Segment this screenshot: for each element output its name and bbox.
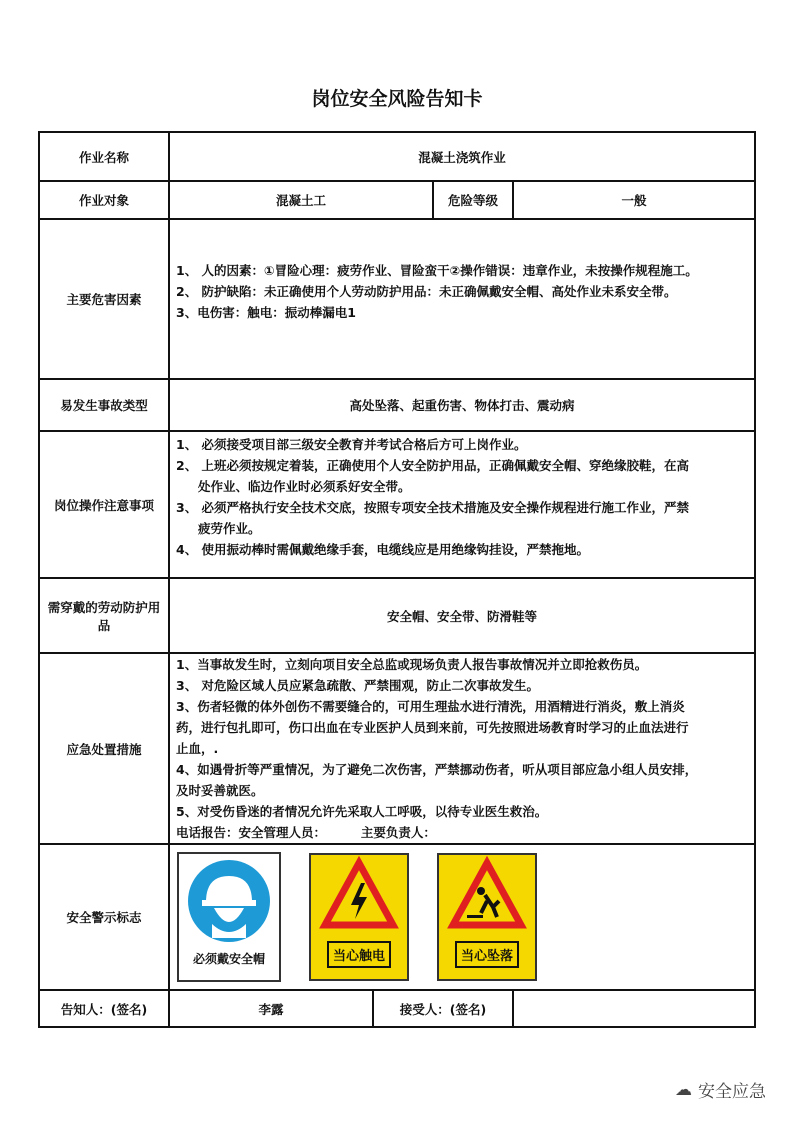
emergency-label: 应急处置措施 (39, 653, 169, 844)
receiver (513, 990, 755, 1027)
notice-item: 3、 必须严格执行安全技术交底，按照专项安全技术措施及安全操作规程进行施工作业，严禁 (176, 500, 690, 515)
emergency-item: 3、伤者轻微的体外创伤不需要缝合的，可用生理盐水进行清洗，用酒精进行消炎，敷上消炎 (176, 699, 685, 714)
risk-card-table (38, 131, 756, 1028)
notice-item: 疲劳作业。 (198, 521, 261, 536)
notifier: 李露 (169, 990, 373, 1027)
hazard-label: 主要危害因素 (39, 219, 169, 379)
emergency-item: 药，进行包扎即可，伤口出血在专业医护人员到来前，可先按照进场教育时学习的止血法进行 (176, 720, 689, 735)
target: 混凝土工 (169, 181, 433, 219)
receiver-label: 接受人：(签名) (373, 990, 513, 1027)
notice-item: 2、 上班必须按规定着装，正确使用个人安全防护用品，正确佩戴安全帽、穿绝缘胶鞋，在高 (176, 458, 690, 473)
hazard-item: 1、 人的因素：①冒险心理：疲劳作业、冒险蛮干②操作错误：违章作业，未按操作规程施工。 (176, 263, 698, 278)
watermark-text: 安全应急 (698, 1082, 766, 1102)
emergency-item: 止血，. (176, 741, 219, 756)
emergency-item: 3、 对危险区域人员应紧急疏散、严禁围观，防止二次事故发生。 (176, 678, 540, 693)
lightning-warning-icon (319, 855, 399, 935)
fall-warning-icon (447, 855, 527, 935)
notice-item: 1、 必须接受项目部三级安全教育并考试合格后方可上岗作业。 (176, 437, 527, 452)
watermark (675, 1077, 766, 1102)
signs-cell (169, 844, 755, 990)
signs-label: 安全警示标志 (39, 844, 169, 990)
helmet-sign (177, 852, 281, 982)
hazard-list (169, 219, 755, 379)
notice-list (169, 431, 755, 578)
ppe-label: 需穿戴的劳动防护用品 (39, 578, 169, 653)
notifier-label: 告知人：(签名) (39, 990, 169, 1027)
level-label: 危险等级 (433, 181, 513, 219)
notice-label: 岗位操作注意事项 (39, 431, 169, 578)
notice-item: 处作业、临边作业时必须系好安全带。 (198, 479, 411, 494)
page-title: 岗位安全风险告知卡 (311, 88, 483, 110)
emergency-item: 1、当事故发生时，立刻向项目安全总监或现场负责人报告事故情况并立即抢救伤员。 (176, 657, 648, 672)
electric-sign (309, 853, 409, 981)
sign-label: 当心触电 (327, 941, 391, 968)
emergency-item: 电话报告：安全管理人员： 主要负责人： (176, 825, 436, 840)
sign-label: 当心坠落 (455, 941, 519, 968)
level: 一般 (513, 181, 755, 219)
accident: 高处坠落、起重伤害、物体打击、震动病 (169, 379, 755, 431)
job-name: 混凝土浇筑作业 (169, 132, 755, 181)
notice-item: 4、 使用振动棒时需佩戴绝缘手套，电缆线应是用绝缘钩挂设，严禁拖地。 (176, 542, 590, 557)
emergency-item: 5、对受伤昏迷的者情况允许先采取人工呼吸，以待专业医生救治。 (176, 804, 548, 819)
emergency-item: 及时妥善就医。 (176, 783, 264, 798)
helmet-icon (184, 854, 274, 944)
hazard-item: 2、 防护缺陷：未正确使用个人劳动防护用品：未正确佩戴安全帽、高处作业未系安全带。 (176, 284, 677, 299)
sign-label: 必须戴安全帽 (192, 952, 265, 966)
emergency-item: 4、如遇骨折等严重情况，为了避免二次伤害，严禁挪动伤者，听从项目部应急小组人员安排， (176, 762, 698, 777)
fall-sign (437, 853, 537, 981)
accident-label: 易发生事故类型 (39, 379, 169, 431)
job-name-label: 作业名称 (39, 132, 169, 181)
emergency-list (169, 653, 755, 844)
hazard-item: 3、电伤害：触电：振动棒漏电1 (176, 305, 356, 320)
ppe: 安全帽、安全带、防滑鞋等 (169, 578, 755, 653)
wechat-icon: ☁ (675, 1079, 692, 1100)
target-label: 作业对象 (39, 181, 169, 219)
